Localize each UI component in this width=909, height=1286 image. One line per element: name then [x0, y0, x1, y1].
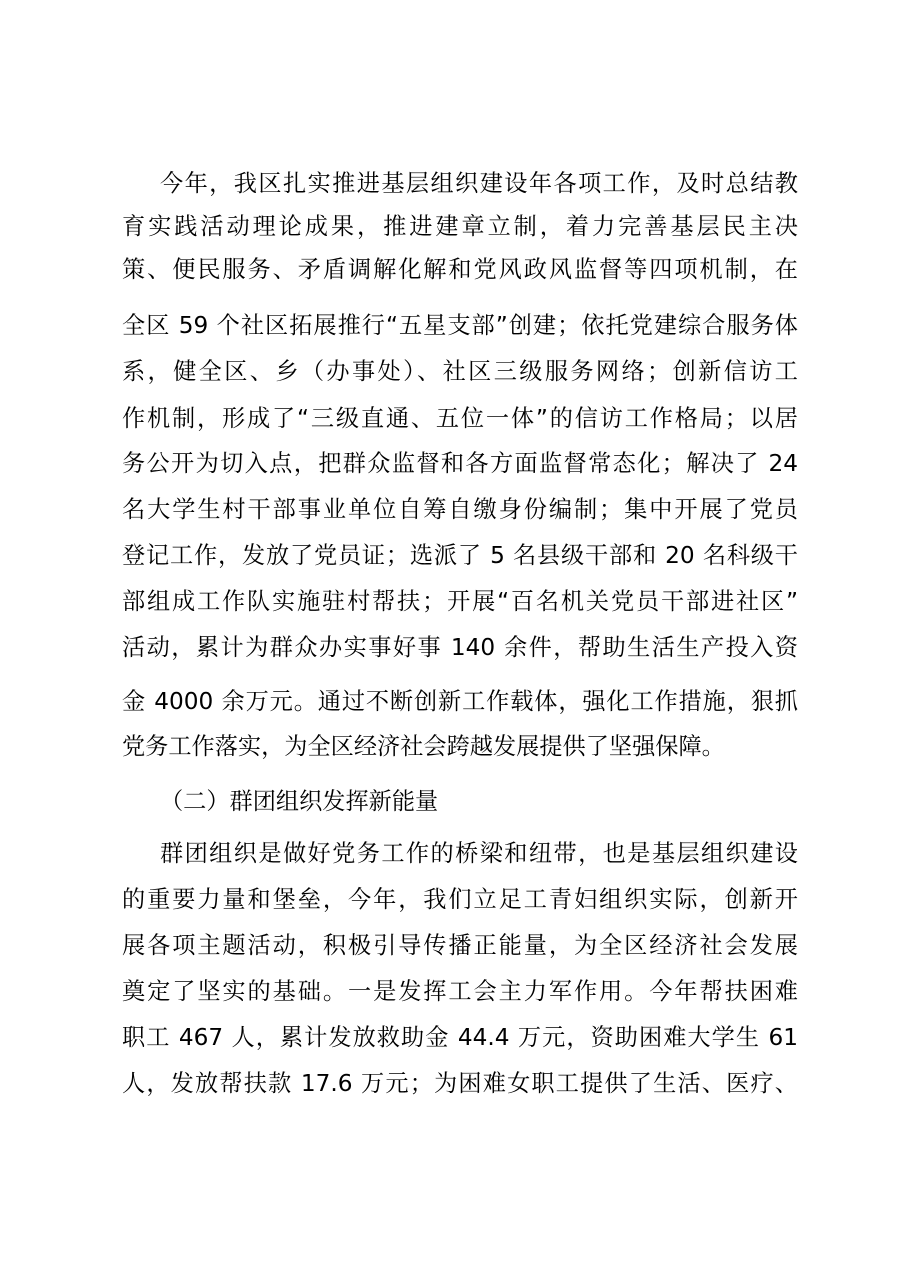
- paragraph-1-line-12: 金 4000 余万元。通过不断创新工作载体，强化工作措施，狠抓: [122, 688, 798, 715]
- paragraph-2-line-6: 人，发放帮扶款 17.6 万元；为困难女职工提供了生活、医疗、: [122, 1070, 798, 1097]
- paragraph-1-line-6: 作机制，形成了“三级直通、五位一体”的信访工作格局；以居: [122, 405, 798, 432]
- paragraph-1-line-3: 策、便民服务、矛盾调解化解和党风政风监督等四项机制，在: [122, 256, 798, 283]
- paragraph-2-line-1: 群团组织是做好党务工作的桥梁和纽带，也是基层组织建设: [160, 840, 798, 867]
- paragraph-2-line-3: 展各项主题活动，积极引导传播正能量，为全区经济社会发展: [122, 932, 798, 959]
- section-heading: （二）群团组织发挥新能量: [160, 788, 439, 815]
- paragraph-1-line-13: 党务工作落实，为全区经济社会跨越发展提供了坚强保障。: [122, 733, 725, 760]
- paragraph-1-line-8: 名大学生村干部事业单位自筹自缴身份编制；集中开展了党员: [122, 496, 798, 523]
- paragraph-1-line-10: 部组成工作队实施驻村帮扶；开展“百名机关党员干部进社区”: [122, 588, 798, 615]
- paragraph-1-line-2: 育实践活动理论成果，推进建章立制，着力完善基层民主决: [122, 213, 798, 240]
- paragraph-2-line-5: 职工 467 人，累计发放救助金 44.4 万元，资助困难大学生 61: [122, 1024, 798, 1051]
- paragraph-2-line-4: 奠定了坚实的基础。一是发挥工会主力军作用。今年帮扶困难: [122, 978, 798, 1005]
- paragraph-1-line-11: 活动，累计为群众办实事好事 140 余件，帮助生活生产投入资: [122, 634, 798, 661]
- paragraph-1-line-9: 登记工作，发放了党员证；选派了 5 名县级干部和 20 名科级干: [122, 542, 798, 569]
- paragraph-1-line-1: 今年，我区扎实推进基层组织建设年各项工作，及时总结教: [160, 170, 798, 197]
- paragraph-2-line-2: 的重要力量和堡垒，今年，我们立足工青妇组织实际，创新开: [122, 886, 798, 913]
- paragraph-1-line-7: 务公开为切入点，把群众监督和各方面监督常态化；解决了 24: [122, 450, 798, 477]
- paragraph-1-line-5: 系，健全区、乡（办事处）、社区三级服务网络；创新信访工: [122, 358, 798, 385]
- paragraph-1-line-4: 全区 59 个社区拓展推行“五星支部”创建；依托党建综合服务体: [122, 312, 798, 339]
